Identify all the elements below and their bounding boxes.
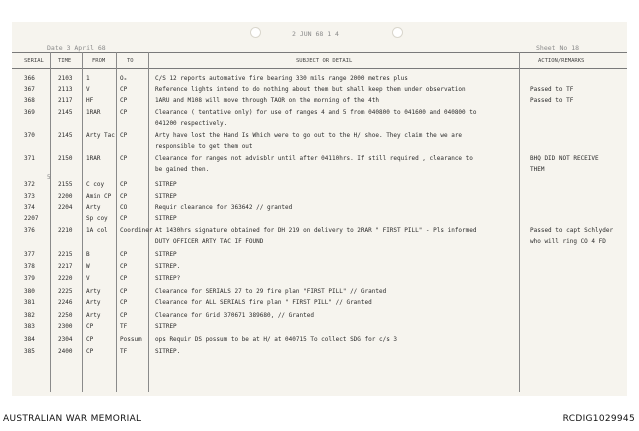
cell-from: 1RAR <box>86 155 101 162</box>
cell-from: HF <box>86 97 94 104</box>
cell-time: 2220 <box>58 275 73 282</box>
cell-subject-line: SITREP. <box>155 263 181 270</box>
cell-from: CP <box>86 323 94 330</box>
cell-subject-line: Clearance for SERIALS 27 to 29 fire plan "FIRST PILL" // Granted <box>155 288 387 295</box>
cell-serial: 384 <box>24 336 35 343</box>
cell-time: 2145 <box>58 132 73 139</box>
cell-subject-line: At 1430hrs signature obtained for DH 219 on delivery to 2RAR " FIRST PILL" - Pls informed <box>155 227 477 234</box>
cell-time: 2103 <box>58 75 73 82</box>
column-header-remarks: ACTION/REMARKS <box>538 58 585 64</box>
cell-to: Coordiner <box>120 227 153 234</box>
cell-time: 2155 <box>58 181 73 188</box>
cell-remarks-line: Passed to TF <box>530 86 574 93</box>
cell-subject-line: SITREP. <box>155 348 181 355</box>
cell-from: V <box>86 86 90 93</box>
cell-time: 2300 <box>58 323 73 330</box>
margin-note: 5 <box>47 174 51 181</box>
cell-to: CP <box>120 155 128 162</box>
footer-record-id: RCDIG1029945 <box>562 414 635 424</box>
cell-to: CO <box>120 204 128 211</box>
cell-to: CP <box>120 263 128 270</box>
cell-serial: 374 <box>24 204 35 211</box>
column-header-serial: SERIAL <box>24 58 44 64</box>
cell-from: Sp coy <box>86 215 108 222</box>
cell-remarks-line: BHQ DID NOT RECEIVE <box>530 155 599 162</box>
cell-subject-line: Reference lights intend to do nothing about them but shall keep them under observation <box>155 86 466 93</box>
cell-time: 2145 <box>58 109 73 116</box>
cell-subject-line: Clearance for ranges not advisblr until after 04110hrs. If still required , clearance to <box>155 155 473 162</box>
cell-to: TF <box>120 323 128 330</box>
sheet-number: Sheet No 18 <box>536 44 580 52</box>
cell-remarks-line: THEM <box>530 166 545 173</box>
column-divider <box>148 52 149 392</box>
cell-subject-line: Clearance for ALL SERIALS fire plan " FIRST PILL" // Granted <box>155 299 372 306</box>
cell-to: CP <box>120 275 128 282</box>
cell-subject-line: 041200 respectively. <box>155 120 228 127</box>
cell-time: 2113 <box>58 86 73 93</box>
cell-from: Arty <box>86 288 101 295</box>
cell-to: CP <box>120 86 128 93</box>
cell-subject-line: Requir clearance for 363642 // granted <box>155 204 293 211</box>
cell-time: 2204 <box>58 204 73 211</box>
cell-serial: 370 <box>24 132 35 139</box>
cell-serial: 369 <box>24 109 35 116</box>
cell-time: 2217 <box>58 263 73 270</box>
cell-time: 2117 <box>58 97 73 104</box>
cell-to: Oₓ <box>120 75 128 82</box>
cell-subject-line: responsible to get them out <box>155 143 253 150</box>
cell-serial: 380 <box>24 288 35 295</box>
cell-serial: 383 <box>24 323 35 330</box>
column-divider <box>519 52 520 392</box>
cell-serial: 381 <box>24 299 35 306</box>
cell-time: 2215 <box>58 251 73 258</box>
cell-serial: 377 <box>24 251 35 258</box>
cell-serial: 385 <box>24 348 35 355</box>
cell-to: TF <box>120 348 128 355</box>
cell-serial: 367 <box>24 86 35 93</box>
cell-serial: 382 <box>24 312 35 319</box>
column-divider <box>116 52 117 392</box>
column-header-to: TO <box>127 58 134 64</box>
cell-from: CP <box>86 348 94 355</box>
cell-from: V <box>86 275 90 282</box>
cell-from: B <box>86 251 90 258</box>
cell-subject-line: SITREP <box>155 193 177 200</box>
table-header-rule <box>12 68 627 69</box>
table-top-rule <box>12 52 627 53</box>
cell-time: 2150 <box>58 155 73 162</box>
cell-to: CP <box>120 181 128 188</box>
cell-time: 2210 <box>58 227 73 234</box>
cell-serial: 373 <box>24 193 35 200</box>
cell-subject-line: 1ARU and M108 will move through TAOR on the morning of the 4th <box>155 97 379 104</box>
cell-remarks-line: Passed to capt Schlyder <box>530 227 614 234</box>
cell-subject-line: Arty have lost the Hand Is Which were to go out to the H/ shoe. They claim the we are <box>155 132 463 139</box>
cell-time: 2250 <box>58 312 73 319</box>
cell-from: 1 <box>86 75 90 82</box>
cell-from: 1A col <box>86 227 108 234</box>
cell-serial: 371 <box>24 155 35 162</box>
column-header-time: TIME <box>58 58 72 64</box>
cell-time: 2246 <box>58 299 73 306</box>
cell-from: Arty <box>86 204 101 211</box>
cell-subject-line: ops Requir DS possum to be at H/ at 040715 To collect SDG for c/s 3 <box>155 336 398 343</box>
cell-serial: 372 <box>24 181 35 188</box>
cell-from: W <box>86 263 90 270</box>
cell-to: Possum <box>120 336 142 343</box>
cell-subject-line: DUTY OFFICER ARTY TAC IF FOUND <box>155 238 264 245</box>
cell-to: CP <box>120 215 128 222</box>
column-divider <box>82 52 83 392</box>
cell-to: CP <box>120 288 128 295</box>
cell-subject-line: be gained then. <box>155 166 210 173</box>
cell-to: CP <box>120 299 128 306</box>
cell-from: Arty <box>86 299 101 306</box>
cell-subject-line: SITREP <box>155 251 177 258</box>
cell-from: Arty <box>86 312 101 319</box>
cell-serial: 379 <box>24 275 35 282</box>
cell-subject-line: SITREP <box>155 181 177 188</box>
footer-institution: AUSTRALIAN WAR MEMORIAL <box>3 414 142 424</box>
cell-from: Arty Tac <box>86 132 115 139</box>
cell-serial: 378 <box>24 263 35 270</box>
column-header-from: FROM <box>92 58 106 64</box>
cell-serial: 366 <box>24 75 35 82</box>
cell-serial: 376 <box>24 227 35 234</box>
cell-remarks-line: who will ring CO 4 FD <box>530 238 606 245</box>
sheet-date: Date 3 April 68 <box>47 44 106 52</box>
punch-hole <box>392 27 403 38</box>
cell-subject-line: SITREP <box>155 215 177 222</box>
column-header-subject: SUBJECT OR DETAIL <box>296 58 353 64</box>
cell-subject-line: Clearance for Grid 370671 389680, // Granted <box>155 312 314 319</box>
column-divider <box>50 52 51 392</box>
cell-from: 1RAR <box>86 109 101 116</box>
cell-time: 2400 <box>58 348 73 355</box>
cell-from: Amin CP <box>86 193 112 200</box>
cell-to: CP <box>120 97 128 104</box>
cell-subject-line: Clearance ( tentative only) for use of ranges 4 and 5 from 040800 to 041600 and 040800 to <box>155 109 477 116</box>
cell-from: CP <box>86 336 94 343</box>
cell-to: CP <box>120 109 128 116</box>
cell-serial: 2207 <box>24 215 39 222</box>
cell-time: 2225 <box>58 288 73 295</box>
receipt-stamp: 2 JUN 68 1 4 <box>292 30 339 38</box>
cell-time: 2200 <box>58 193 73 200</box>
cell-time: 2304 <box>58 336 73 343</box>
cell-subject-line: C/S 12 reports automative fire bearing 330 mils range 2000 metres plus <box>155 75 408 82</box>
cell-remarks-line: Passed to TF <box>530 97 574 104</box>
cell-to: CP <box>120 251 128 258</box>
cell-serial: 368 <box>24 97 35 104</box>
punch-hole <box>250 27 261 38</box>
cell-to: CP <box>120 312 128 319</box>
cell-subject-line: SITREP? <box>155 275 181 282</box>
cell-to: CP <box>120 193 128 200</box>
cell-from: C coy <box>86 181 105 188</box>
cell-subject-line: SITREP <box>155 323 177 330</box>
cell-to: CP <box>120 132 128 139</box>
